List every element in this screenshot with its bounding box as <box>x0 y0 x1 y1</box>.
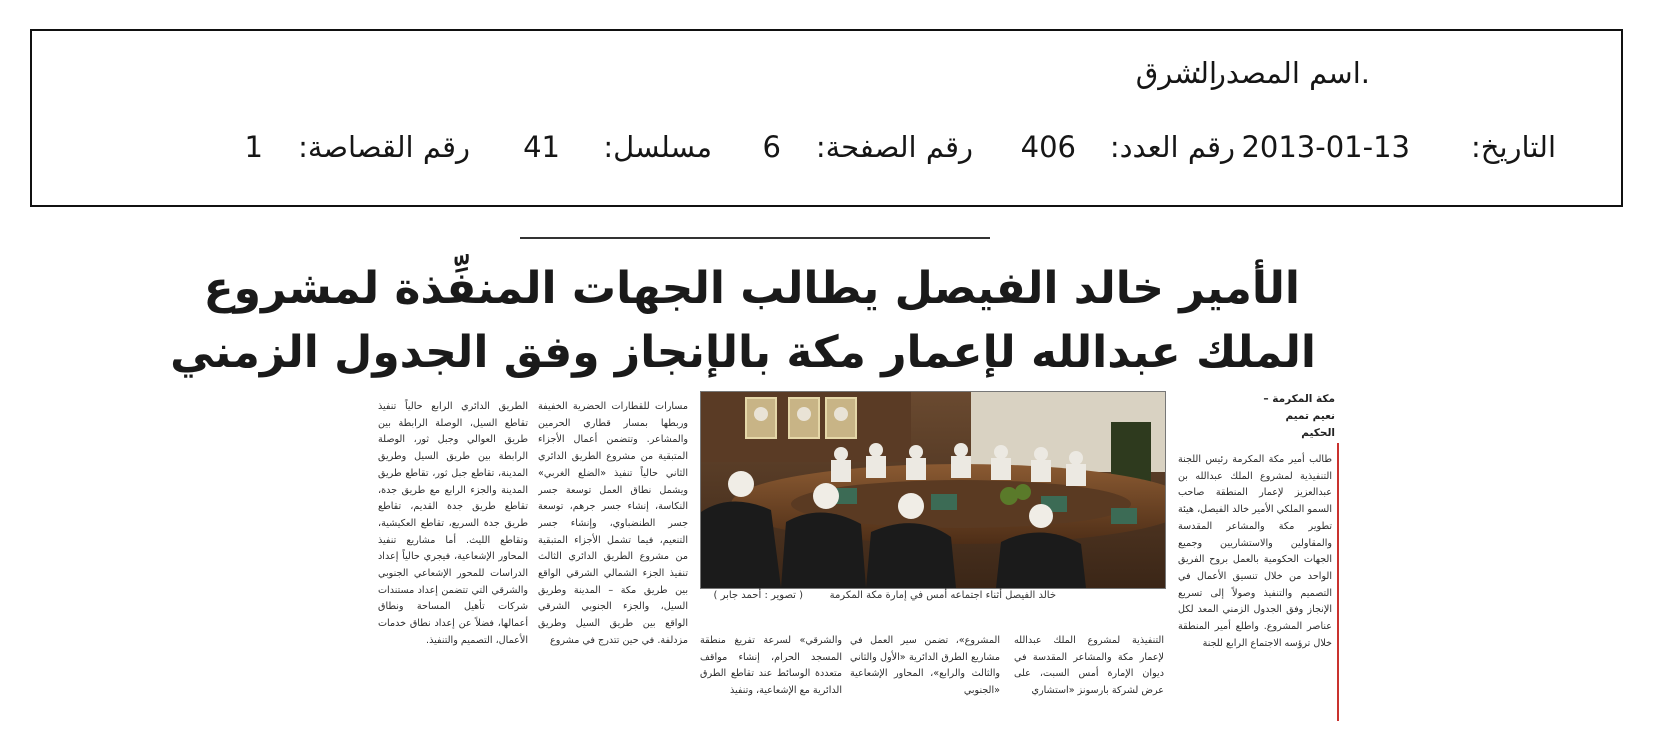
clip-label: رقم القصاصة: <box>298 130 470 164</box>
article-column-3: المشروع»، تضمن سير العمل في مشاريع الطرق الدائرية «الأول والثاني والثالث والرابع»، المحاور الإشعاعية «الجنوبي <box>850 635 1000 697</box>
issue-label: رقم العدد: <box>1109 130 1235 164</box>
article-column-2: التنفيذية لمشروع الملك عبدالله لإعمار مكة والمشاعر المقدسة في ديوان الإمارة أمس السبت، على عرض لشركة بارسونز «استشاري <box>1014 635 1164 697</box>
article-headline-line1: الأمير خالد الفيصل يطالب الجهات المنفِّذة لمشروع <box>203 263 1300 314</box>
article-column-4: والشرقي» لسرعة تفريغ منطقة المسجد الحرام، إنشاء مواقف متعددة الوسائط عند تقاطع الطرق الدائرية مع الإشعاعية، وتنفيذ <box>700 635 842 697</box>
source-label: .اسم المصدر : <box>1192 56 1370 90</box>
source-value: الشرق <box>1135 56 1217 90</box>
article-column-1: طالب أمير مكة المكرمة رئيس اللجنة التنفيذية لمشروع الملك عبدالله بن عبدالعزيز لإعمار المنطقة صاحب السمو الملكي الأمير خالد الفيصل، هيئة تطوير مكة والمشاعر المقدسة والمقاولين والاستشاريين وجميع الجهات الحكومية بالعمل بروح الفريق الواحد من خلال تنسيق الأعمال في التصميم والتنفيذ وصولاً إلى تسريع الإنجاز وفق الجدول الزمني المعد لكل عناصر المشروع. واطلع أمير المنطقة خلال ترؤسه الاجتماع الرابع للجنة <box>1178 454 1332 649</box>
article-column-6: الطريق الدائري الرابع حالياً تنفيذ تقاطع السيل، الوصلة الرابطة بين طريق العوالي وجبل ثور، الوصلة الرابطة بين طريق السيل وطريق المدينة، تقاطع جبل ثور، تقاطع طريق المدينة والجزء الرابع مع طريق جدة، تقاطع طريق جدة القديم، تقاطع طريق جدة السريع، تقاطع العكيشية، وتقاطع الليث. أما مشاريع تنفيذ المحاور الإشعاعية، فيجري حالياً إعداد الدراسات للمحور الإشعاعي الجنوبي والشرقي التي تتضمن إعداد مستندات شركات تأهيل المساحة ونطاق أعمالها، فضلاً عن إعداد نطاق خدمات الأعمال، التصميم والتنفيذ. <box>378 401 528 646</box>
column-accent-rule <box>1337 443 1339 721</box>
meeting-photo <box>700 391 1166 589</box>
date-label: التاريخ: <box>1470 130 1556 164</box>
article-headline-line2: الملك عبدالله لإعمار مكة بالإنجاز وفق الجدول الزمني <box>170 327 1316 378</box>
article-column-5: مسارات للقطارات الحضرية الخفيفة وربطها بمسار قطاري الحرمين والمشاعر. وتتضمن أعمال الأجزاء المتبقية من مشروع الطريق الدائري الثاني حالياً تنفيذ «الضلع الغربي» ويشمل نطاق العمل توسعة جسر النكاسة، إنشاء جسر جرهم، توسعة جسر الطنضباوي، وإنشاء جسر التنعيم، فيما تشمل الأجزاء المتبقية من مشروع الطريق الدائري الثالث تنفيذ الجزء الشمالي الشرقي الواقع بين طريق مكة – المدينة وطريق السيل، والجزء الجنوبي الشرقي الواقع بين طريق السيل وطريق مزدلفة. في حين تتدرج في مشروع <box>538 401 688 646</box>
serial-value: 41 <box>523 130 560 164</box>
document-header-box <box>30 29 1623 207</box>
page-label: رقم الصفحة: <box>815 130 973 164</box>
meeting-photo-illustration <box>701 392 1165 588</box>
clipping-top-rule <box>520 237 990 239</box>
page-value: 6 <box>762 130 781 164</box>
photo-credit: ( تصوير : أحمد جابر ) <box>713 590 803 601</box>
date-value: 2013-01-13 <box>1241 130 1410 164</box>
photo-caption: خالد الفيصل أثناء اجتماعه أمس في إمارة مكة المكرمة <box>829 590 1056 601</box>
serial-label: مسلسل: <box>603 130 712 164</box>
issue-value: 406 <box>1020 130 1076 164</box>
clip-value: 1 <box>244 130 263 164</box>
article-byline: مكة المكرمة – نعيم تميم الحكيم <box>1263 393 1335 439</box>
